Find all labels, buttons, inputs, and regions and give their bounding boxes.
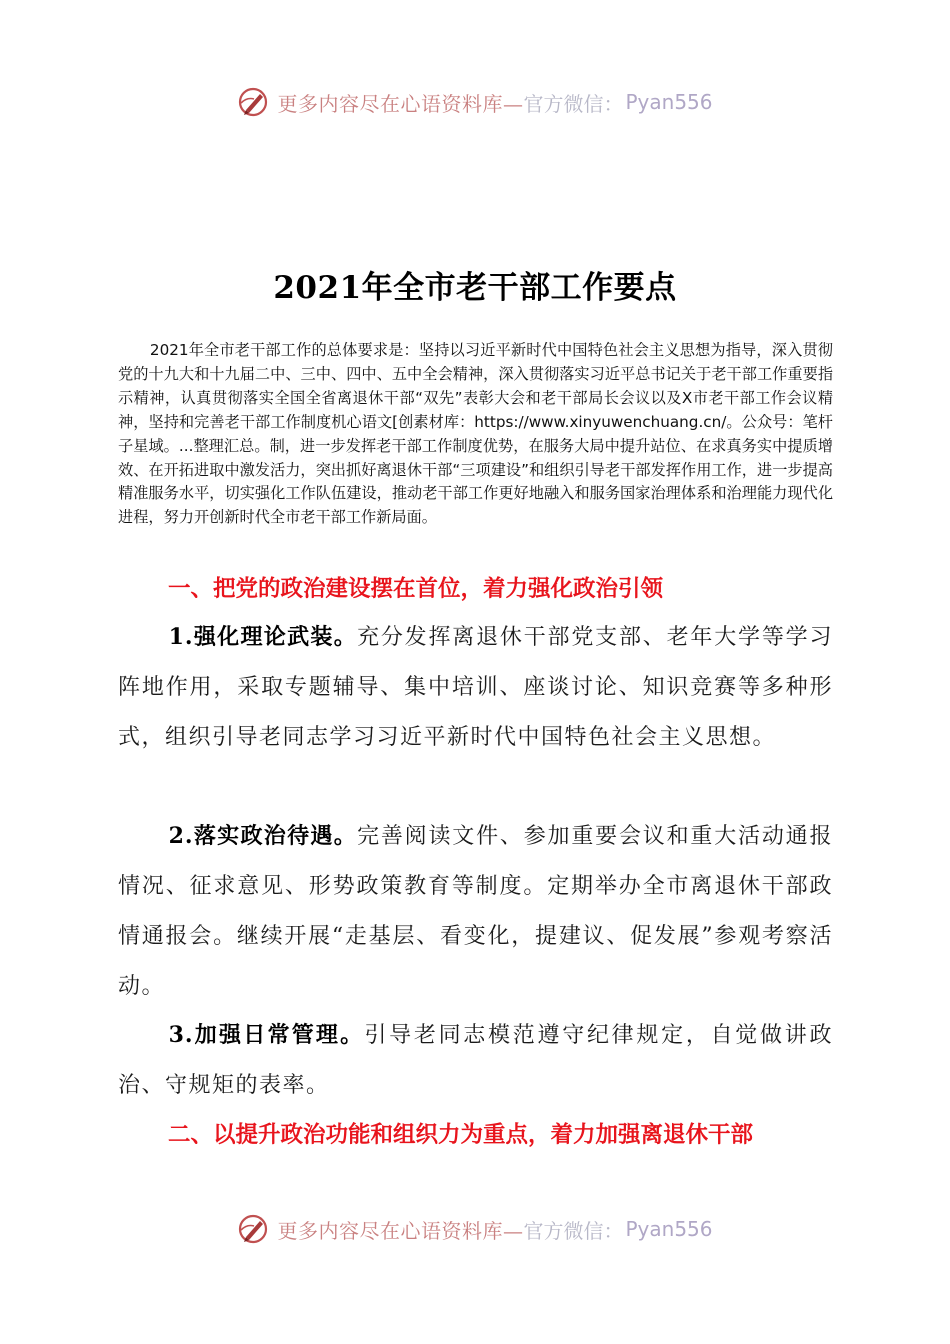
watermark-wechat-label: 官方微信： (523, 91, 624, 116)
watermark-wechat-id: Pyan556 (625, 1217, 713, 1241)
watermark-text: 更多内容尽在心语资料库— (277, 1218, 524, 1243)
watermark-wechat-label: 官方微信： (523, 1218, 624, 1243)
item-lead-3: 3.加强日常管理。 (168, 1022, 365, 1048)
pen-logo-icon (237, 85, 271, 119)
item-lead-2: 2.落实政治待遇。 (168, 823, 358, 849)
item-body-2: 完善阅读文件、参加重要会议和重大活动通报情况、征求意见、形势政策教育等制度。定期举办全市离退休干部政情通报会。继续开展“走基层、看变化，提建议、促发展”参观考察活动。 (118, 824, 833, 999)
watermark-header (0, 82, 950, 122)
section-heading-1: 一、把党的政治建设摆在首位，着力强化政治引领 (168, 576, 664, 602)
section-heading-2: 二、以提升政治功能和组织力为重点，着力加强离退休干部 (168, 1122, 754, 1148)
watermark-text: 更多内容尽在心语资料库— (277, 91, 524, 116)
intro-paragraph: 2021年全市老干部工作的总体要求是：坚持以习近平新时代中国特色社会主义思想为指导，深入贯彻党的十九大和十九届二中、三中、四中、五中全会精神，深入贯彻落实习近平总书记关于老干部工作重要指示精神，认真贯彻落实全国全省离退休干部“双先”表彰大会和老干部局长会议以及X市老干部工作会议精神，坚持和完善老干部工作制度机心语文[创素材库：https://www.xinyuwenchuang.cn/。公众号：笔杆子星域。...整理汇总。制，进一步发挥老干部工作制度优势，在服务大局中提升站位、在求真务实中提质增效、在开拓进取中激发活力，突出抓好离退休干部“三项建设”和组织引导老干部发挥作用工作，进一步提高精准服务水平，切实强化工作队伍建设，推动老干部工作更好地融入和服务国家治理体系和治理能力现代化进程，努力开创新时代全市老干部工作新局面。 (118, 341, 833, 527)
watermark-wechat-id: Pyan556 (625, 90, 713, 114)
item-body-3: 引导老同志模范遵守纪律规定，自觉做讲政治、守规矩的表率。 (118, 1023, 833, 1098)
item-lead-1: 1.强化理论武装。 (168, 624, 358, 650)
document-title: 2021年全市老干部工作要点 (273, 270, 677, 306)
item-paragraph-1 (118, 612, 833, 763)
watermark-footer (0, 1209, 950, 1249)
item-paragraph-2 (118, 811, 833, 1012)
item-body-1: 充分发挥离退休干部党支部、老年大学等学习阵地作用，采取专题辅导、集中培训、座谈讨论、知识竞赛等多种形式，组织引导老同志学习习近平新时代中国特色社会主义思想。 (118, 625, 833, 750)
item-paragraph-3 (118, 1010, 833, 1111)
pen-logo-icon (237, 1212, 271, 1246)
